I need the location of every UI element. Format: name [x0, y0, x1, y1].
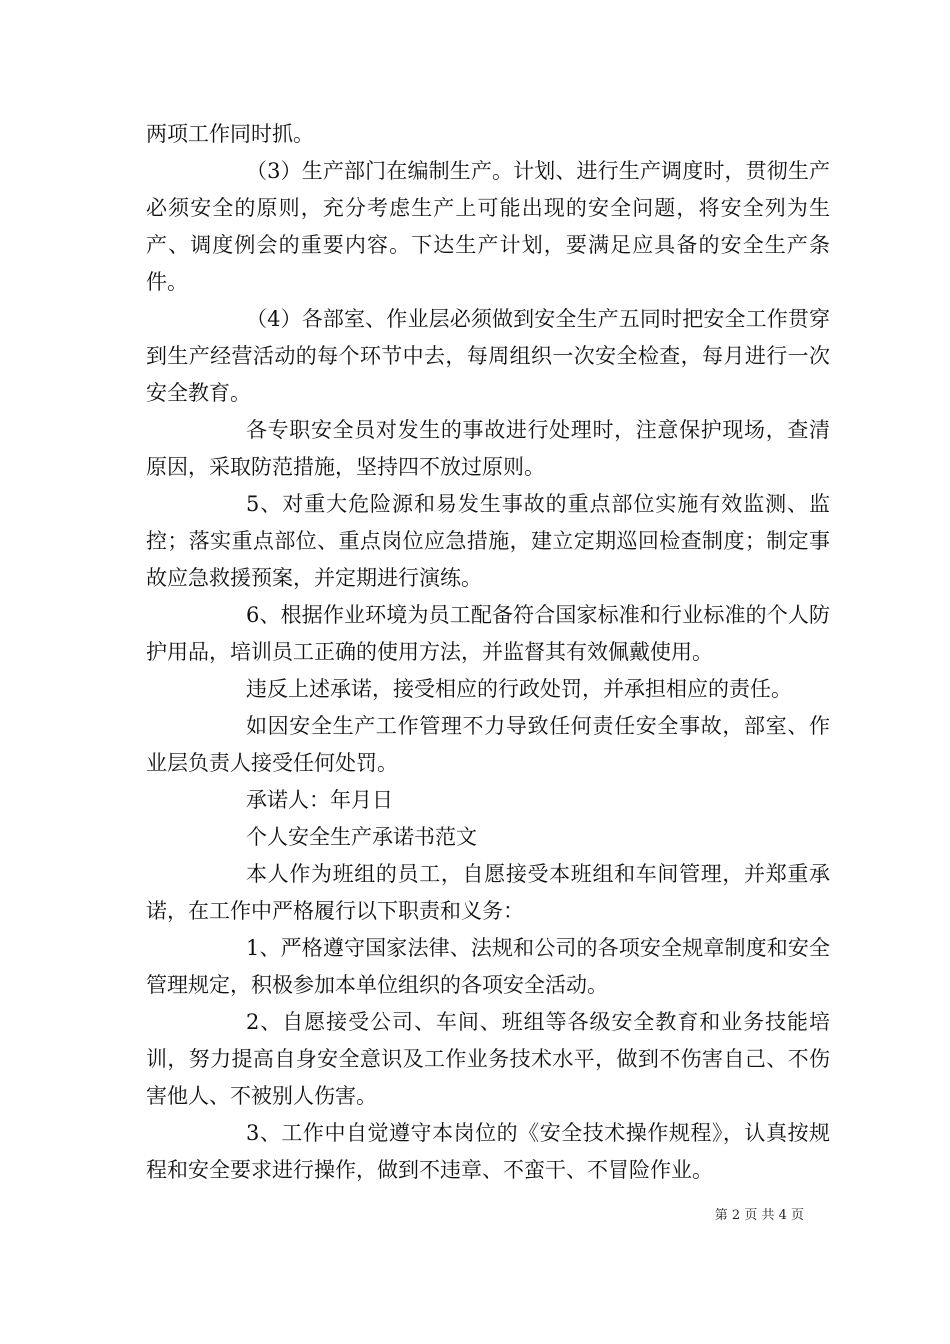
- paragraph-8: 如因安全生产工作管理不力导致任何责任安全事故，部室、作业层负责人接受任何处罚。: [146, 714, 830, 775]
- paragraph-14: 3、工作中自觉遵守本岗位的《安全技术操作规程》，认真按规程和安全要求进行操作，做到不违章、不蛮干、不冒险作业。: [146, 1121, 830, 1182]
- page-number-footer: 第 2 页 共 4 页: [714, 1208, 804, 1223]
- paragraph-7: 违反上述承诺，接受相应的行政处罚，并承担相应的责任。: [246, 677, 792, 701]
- paragraph-11: 本人作为班组的员工，自愿接受本班组和车间管理，并郑重承诺，在工作中严格履行以下职责和义务：: [146, 862, 830, 923]
- paragraph-3: （4）各部室、作业层必须做到安全生产五同时把安全工作贯穿到生产经营活动的每个环节中去，每周组织一次安全检查，每月进行一次安全教育。: [146, 307, 830, 405]
- paragraph-6: 6、根据作业环境为员工配备符合国家标准和行业标准的个人防护用品，培训员工正确的使用方法，并监督其有效佩戴使用。: [146, 603, 830, 664]
- document-body: [146, 116, 830, 1189]
- paragraph-13: 2、自愿接受公司、车间、班组等各级安全教育和业务技能培训，努力提高自身安全意识及工作业务技术水平，做到不伤害自己、不伤害他人、不被别人伤害。: [146, 1010, 830, 1108]
- paragraph-2: （3）生产部门在编制生产。计划、进行生产调度时，贯彻生产必须安全的原则，充分考虑生产上可能出现的安全问题，将安全列为生产、调度例会的重要内容。下达生产计划，要满足应具备的安全生产条件。: [146, 159, 830, 294]
- paragraph-12: 1、严格遵守国家法律、法规和公司的各项安全规章制度和安全管理规定，积极参加本单位组织的各项安全活动。: [146, 936, 830, 997]
- paragraph-5: 5、对重大危险源和易发生事故的重点部位实施有效监测、监控；落实重点部位、重点岗位应急措施，建立定期巡回检查制度；制定事故应急救援预案，并定期进行演练。: [146, 492, 830, 590]
- signature-line: 承诺人：年月日: [246, 788, 393, 812]
- paragraph-4: 各专职安全员对发生的事故进行处理时，注意保护现场，查清原因，采取防范措施，坚持四不放过原则。: [146, 418, 830, 479]
- paragraph-1: 两项工作同时抓。: [146, 122, 314, 146]
- section-title: 个人安全生产承诺书范文: [246, 825, 477, 849]
